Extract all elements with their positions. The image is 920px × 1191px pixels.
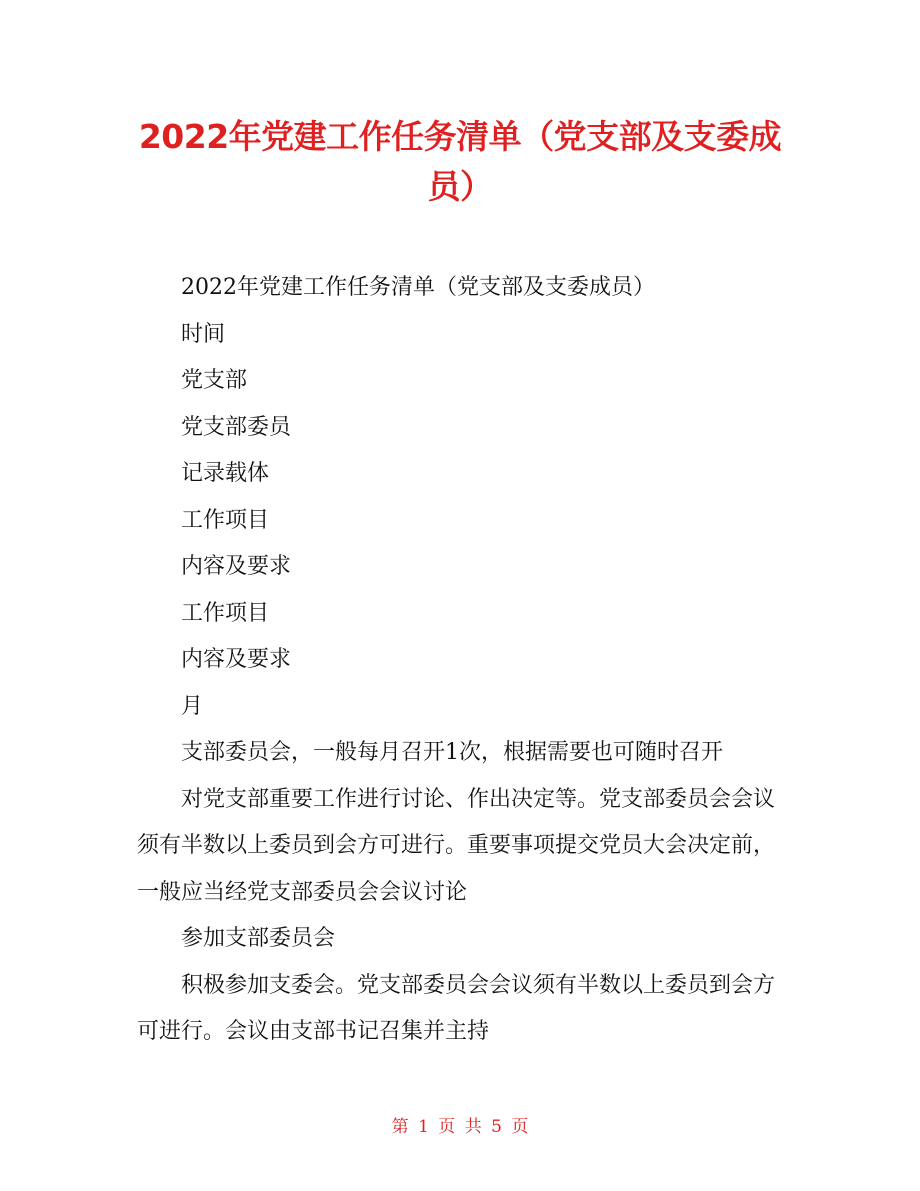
- paragraph: 参加支部委员会: [181, 926, 336, 951]
- paragraph: 2022年党建工作任务清单（党支部及支委成员）: [181, 275, 655, 300]
- paragraph: 工作项目: [181, 600, 270, 626]
- paragraph: 记录载体: [181, 461, 270, 486]
- paragraph: 内容及要求: [181, 647, 292, 672]
- paragraph: 时间: [181, 321, 226, 347]
- page-number-footer: 第 1 页 共 5 页: [391, 1117, 529, 1137]
- paragraph: 对党支部重要工作进行讨论、作出决定等。党支部委员会会议须有半数以上委员到会方可进行。重要事项提交党员大会决定前，一般应当经党支部委员会会议讨论: [137, 786, 776, 905]
- paragraph: 月: [181, 693, 204, 719]
- paragraph: 内容及要求: [181, 554, 292, 579]
- paragraph: 积极参加支委会。党支部委员会会议须有半数以上委员到会方可进行。会议由支部书记召集并主持: [137, 972, 776, 1044]
- paragraph: 党支部: [181, 368, 248, 393]
- document-body: [137, 265, 787, 1056]
- paragraph: 党支部委员: [181, 414, 292, 440]
- document-title: 2022年党建工作任务清单（党支部及支委成员）: [138, 117, 782, 206]
- paragraph: 工作项目: [181, 507, 270, 533]
- paragraph: 支部委员会，一般每月召开1次，根据需要也可随时召开: [181, 740, 723, 765]
